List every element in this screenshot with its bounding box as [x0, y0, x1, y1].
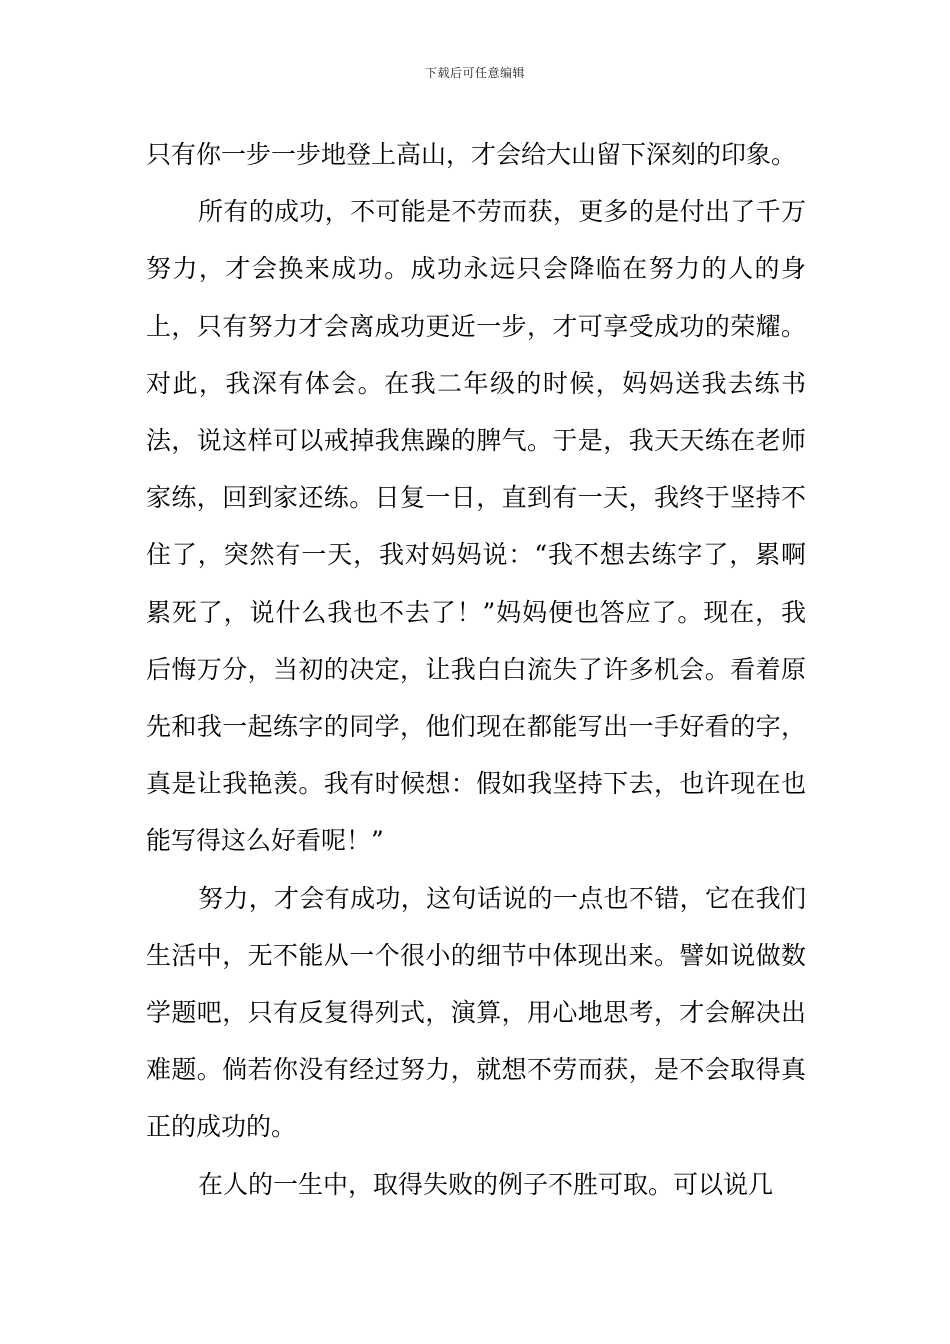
paragraph-failure-examples: 在人的一生中，取得失败的例子不胜可取。可以说几 — [198, 1169, 774, 1199]
paragraph-success-effort: 所有的成功，不可能是不劳而获，更多的是付出了千万努力，才会换来成功。成功永远只会降临在努力的人的身上，只有努力才会离成功更近一步，才可享受成功的荣耀。对此，我深有体会。在我二年级的时候，妈妈送我去练书法，说这样可以戒掉我焦躁的脾气。于是，我天天练在老师家练，回到家还练。日复一日，直到有一天，我终于坚持不住了，突然有一天，我对妈妈说：“我不想去练字了，累啊累死了，说什么我也不去了！”妈妈便也答应了。现在，我后悔万分，当初的决定，让我白白流失了许多机会。看着原先和我一起练字的同学，他们现在都能写出一手好看的字，真是让我艳羡。我有时候想：假如我坚持下去，也许现在也能写得这么好看呢！” — [146, 197, 806, 856]
paragraph-effort-details: 努力，才会有成功，这句话说的一点也不错，它在我们生活中，无不能从一个很小的细节中体现出来。譬如说做数学题吧，只有反复得列式，演算，用心地思考，才会解决出难题。倘若你没有经过努力，就想不劳而获，是不会取得真正的成功的。 — [146, 883, 806, 1142]
body-text — [146, 126, 806, 1213]
header-note: 下载后可任意编辑 — [424, 66, 525, 80]
paragraph-continuation: 只有你一步一步地登上高山，才会给大山留下深刻的印象。 — [146, 140, 797, 169]
